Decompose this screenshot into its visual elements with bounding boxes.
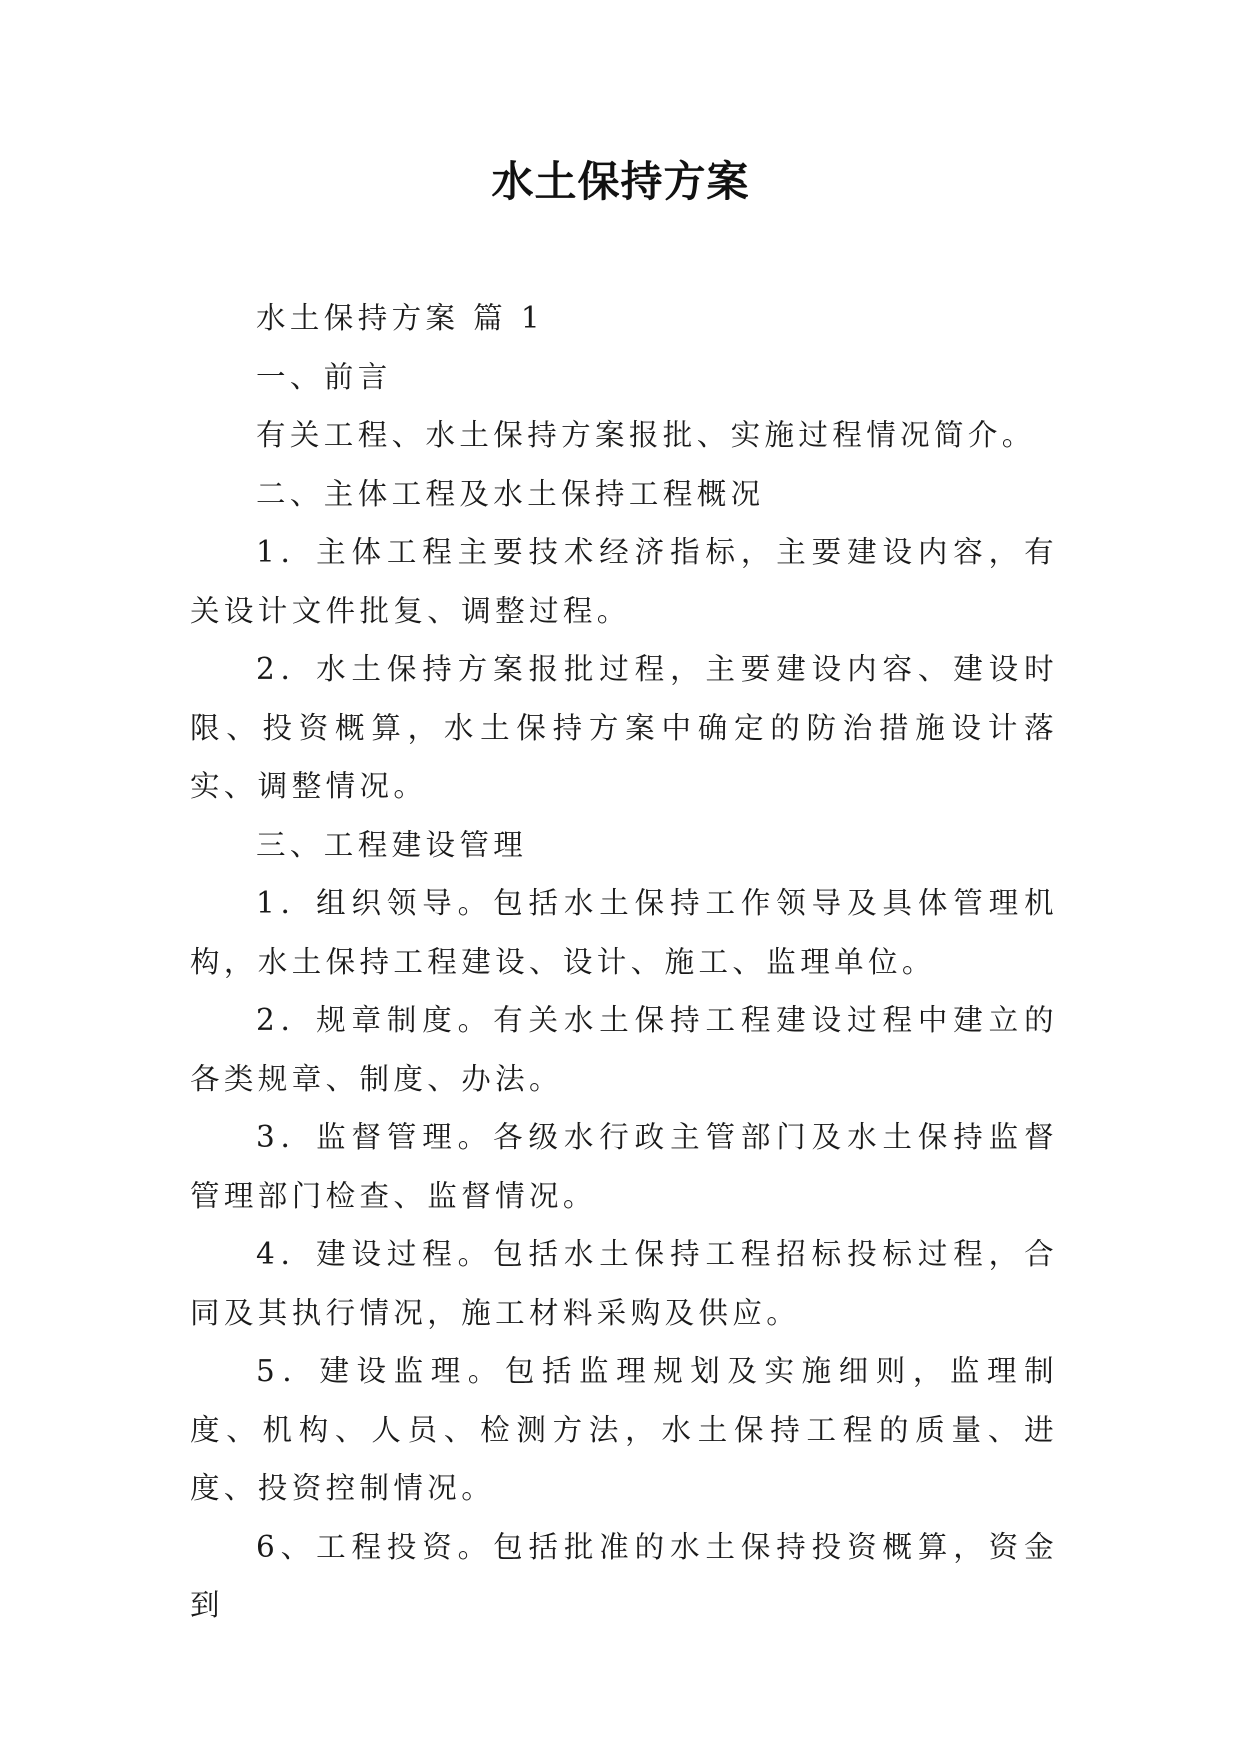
paragraph-management-6: 6、工程投资。包括批准的水土保持投资概算，资金到 bbox=[190, 1529, 1058, 1622]
document-title: 水土保持方案 bbox=[491, 157, 750, 206]
section-heading-overview: 二、主体工程及水土保持工程概况 bbox=[256, 476, 765, 511]
paragraph-preface-text: 有关工程、水土保持方案报批、实施过程情况简介。 bbox=[256, 418, 1036, 452]
paragraph-management-5: 5．建设监理。包括监理规划及实施细则，监理制度、机构、人员、检测方法，水土保持工程的质量、进度、投资控制情况。 bbox=[190, 1354, 1058, 1505]
paragraph-management-4: 4．建设过程。包括水土保持工程招标投标过程，合同及其执行情况，施工材料采购及供应。 bbox=[190, 1237, 1058, 1330]
paragraph-overview-1: 1．主体工程主要技术经济指标，主要建设内容，有关设计文件批复、调整过程。 bbox=[190, 535, 1058, 628]
document-body bbox=[190, 289, 1058, 1635]
paragraph-management-3: 3．监督管理。各级水行政主管部门及水土保持监督管理部门检查、监督情况。 bbox=[190, 1120, 1058, 1213]
paragraph-management-2: 2．规章制度。有关水土保持工程建设过程中建立的各类规章、制度、办法。 bbox=[190, 1003, 1058, 1096]
section-heading-management: 三、工程建设管理 bbox=[256, 827, 528, 862]
paragraph-overview-2: 2．水土保持方案报批过程，主要建设内容、建设时限、投资概算，水土保持方案中确定的防治措施设计落实、调整情况。 bbox=[190, 652, 1058, 803]
paragraph-management-1: 1．组织领导。包括水土保持工作领导及具体管理机构，水土保持工程建设、设计、施工、监理单位。 bbox=[190, 886, 1058, 979]
paragraph-heading-part: 水土保持方案 篇 1 bbox=[256, 301, 545, 335]
section-heading-preface: 一、前言 bbox=[256, 359, 392, 394]
